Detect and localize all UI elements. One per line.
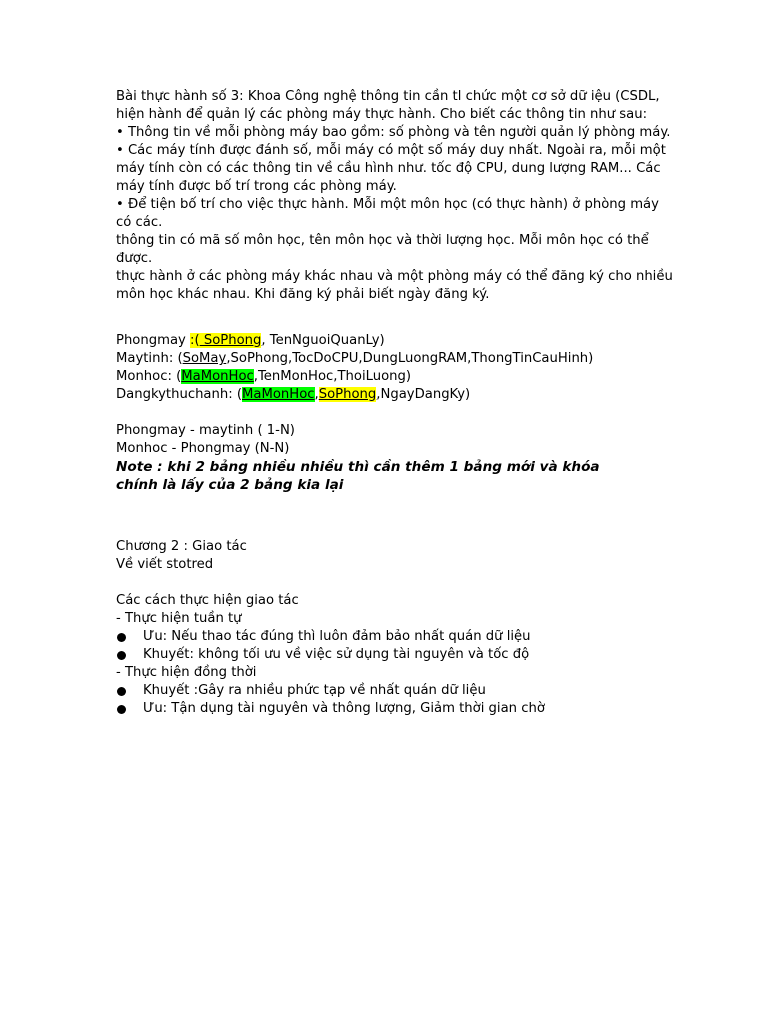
- intro-line: • Để tiện bố trí cho việc thực hành. Mỗi một môn học (có thực hành) ở phòng máy: [116, 197, 659, 212]
- relation-line: Phongmay - maytinh ( 1-N): [116, 423, 295, 438]
- list-item-text: Khuyết: không tối ưu về việc sử dụng tài nguyên và tốc độ: [143, 647, 530, 662]
- bullet-dot-icon: [117, 687, 126, 696]
- primary-key: MaMonHoc: [181, 369, 254, 384]
- schema-phongmay: [116, 332, 656, 350]
- list-item: [116, 646, 656, 664]
- list-item: [116, 628, 656, 646]
- intro-line: • Các máy tính được đánh số, mỗi máy có một số máy duy nhất. Ngoài ra, mỗi một: [116, 143, 666, 158]
- methods-heading: Các cách thực hiện giao tác: [116, 593, 299, 608]
- intro-line: máy tính được bố trí trong các phòng máy.: [116, 179, 397, 194]
- chapter-section: [116, 538, 656, 574]
- primary-key: SoMay: [182, 351, 227, 366]
- list-item-text: Ưu: Nếu thao tác đúng thì luôn đảm bảo nhất quán dữ liệu: [143, 629, 531, 644]
- table-fields: ,SoPhong,TocDoCPU,DungLuongRAM,ThongTinCauHinh): [226, 351, 594, 366]
- intro-line: hiện hành để quản lý các phòng máy thực hành. Cho biết các thông tin như sau:: [116, 107, 648, 122]
- key-open: :(: [190, 333, 200, 348]
- list-item-text: Khuyết :Gây ra nhiều phức tạp về nhất quán dữ liệu: [143, 683, 486, 698]
- concurrent-label: - Thực hiện đồng thời: [116, 665, 257, 680]
- note-text: Note : khi 2 bảng nhiều nhiều thì cần thêm 1 bảng mới và khóa chính là lấy của 2 bảng kia lại: [116, 459, 600, 493]
- methods-section: [116, 592, 656, 718]
- primary-key: MaMonHoc: [242, 387, 315, 402]
- table-name: Phongmay: [116, 333, 191, 348]
- sequential-label: - Thực hiện tuần tự: [116, 611, 242, 626]
- intro-line: • Thông tin về mỗi phòng máy bao gồm: số phòng và tên người quản lý phòng máy.: [116, 125, 671, 140]
- table-fields: , TenNguoiQuanLy): [261, 333, 385, 348]
- intro-paragraph: [116, 88, 673, 304]
- relation-line: Monhoc - Phongmay (N-N): [116, 441, 290, 456]
- bullet-dot-icon: [117, 651, 126, 660]
- chapter-title: Chương 2 : Giao tác: [116, 539, 247, 554]
- intro-line: thông tin có mã số môn học, tên môn học và thời lượng học. Mỗi môn học có thể: [116, 233, 649, 248]
- relations-section: [116, 422, 656, 458]
- schema-section: [116, 332, 656, 404]
- list-item-text: Ưu: Tận dụng tài nguyên và thông lượng, Giảm thời gian chờ: [143, 701, 545, 716]
- intro-line: có các.: [116, 215, 163, 230]
- table-prefix: Maytinh: (: [116, 351, 183, 366]
- table-fields: ,NgayDangKy): [376, 387, 471, 402]
- table-prefix: Dangkythuchanh: (: [116, 387, 243, 402]
- intro-line: máy tính còn có các thông tin về cầu hình như. tốc độ CPU, dung lượng RAM... Các: [116, 161, 661, 176]
- list-item: [116, 682, 656, 700]
- intro-line: thực hành ở các phòng máy khác nhau và một phòng máy có thể đăng ký cho nhiều: [116, 269, 673, 284]
- chapter-subtitle: Về viết stotred: [116, 557, 214, 572]
- schema-maytinh: [116, 350, 656, 368]
- list-item: [116, 700, 656, 718]
- table-prefix: Monhoc: (: [116, 369, 182, 384]
- key-separator: ,: [314, 387, 319, 402]
- intro-line: được.: [116, 251, 153, 266]
- document-page: [116, 88, 673, 718]
- intro-line: Bài thực hành số 3: Khoa Công nghệ thông tin cần tl chức một cơ sở dữ iệu (CSDL,: [116, 89, 660, 104]
- bullet-dot-icon: [117, 705, 126, 714]
- bullet-dot-icon: [117, 633, 126, 642]
- intro-line: môn học khác nhau. Khi đăng ký phải biết ngày đăng ký.: [116, 287, 490, 302]
- schema-dangkythuchanh: [116, 386, 656, 404]
- primary-key: SoPhong: [318, 387, 377, 402]
- table-fields: ,TenMonHoc,ThoiLuong): [253, 369, 412, 384]
- primary-key: SoPhong: [199, 333, 262, 348]
- schema-monhoc: [116, 368, 656, 386]
